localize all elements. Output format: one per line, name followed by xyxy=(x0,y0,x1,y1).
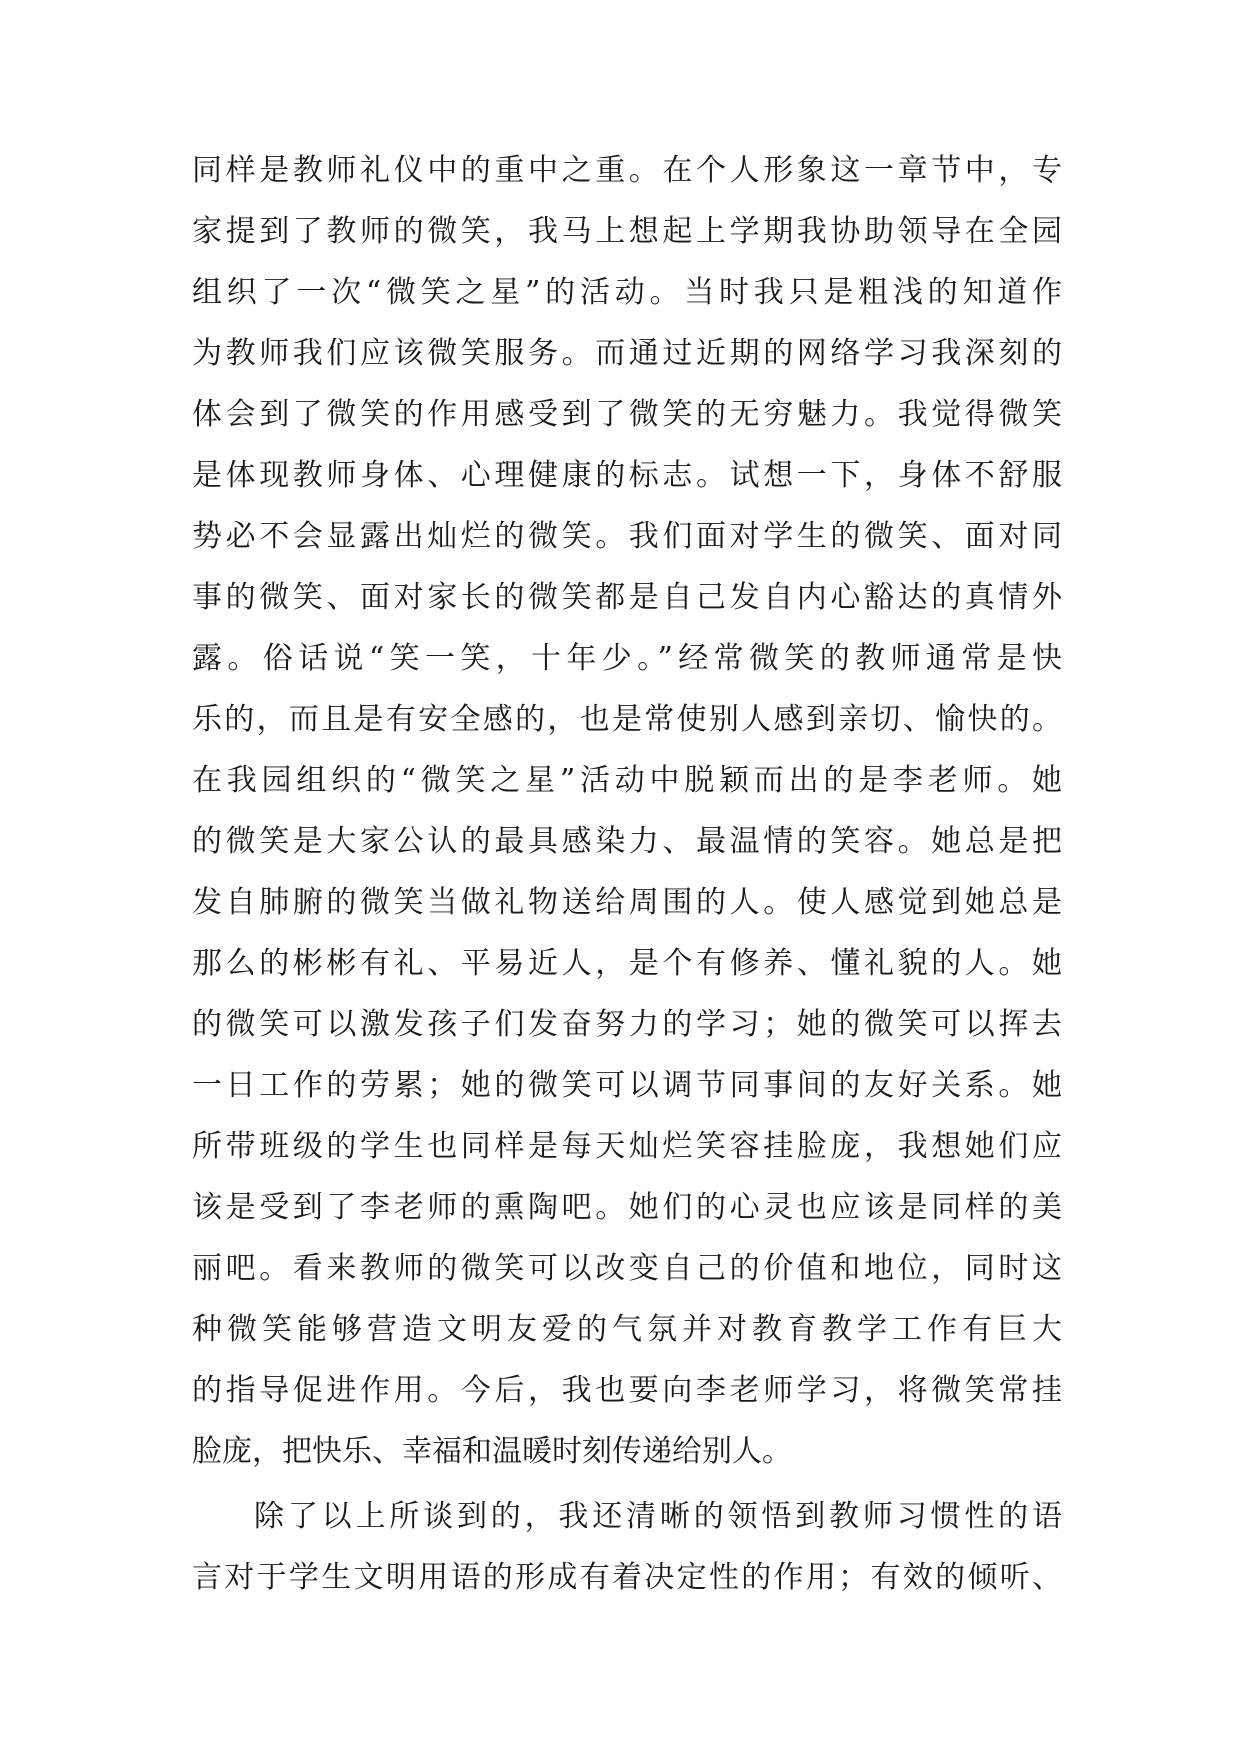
text-line: 势必不会显露出灿烂的微笑。我们面对学生的微笑、面对同 xyxy=(192,519,1062,554)
text-line: 脸庞，把快乐、幸福和温暖时刻传递给别人。 xyxy=(192,1434,792,1469)
text-line: 是体现教师身体、心理健康的标志。试想一下，身体不舒服 xyxy=(192,458,1062,493)
text-line: 露。俗话说“笑一笑，十年少。”经常微笑的教师通常是快 xyxy=(192,641,1062,676)
text-line: 的指导促进作用。今后，我也要向李老师学习，将微笑常挂 xyxy=(192,1373,1062,1408)
text-line: 该是受到了李老师的熏陶吧。她们的心灵也应该是同样的美 xyxy=(192,1190,1062,1225)
text-line: 乐的，而且是有安全感的，也是常使别人感到亲切、愉快的。 xyxy=(192,702,1062,737)
paragraph-2 xyxy=(192,1486,1062,1608)
document-body xyxy=(192,140,1062,1608)
text-line: 为教师我们应该微笑服务。而通过近期的网络学习我深刻的 xyxy=(192,336,1062,371)
text-line: 除了以上所谈到的，我还清晰的领悟到教师习惯性的语 xyxy=(254,1499,1062,1534)
text-line: 事的微笑、面对家长的微笑都是自己发自内心豁达的真情外 xyxy=(192,580,1062,615)
text-line: 的微笑是大家公认的最具感染力、最温情的笑容。她总是把 xyxy=(192,824,1062,859)
text-line: 所带班级的学生也同样是每天灿烂笑容挂脸庞，我想她们应 xyxy=(192,1129,1062,1164)
text-line: 在我园组织的“微笑之星”活动中脱颖而出的是李老师。她 xyxy=(192,763,1062,798)
text-line: 家提到了教师的微笑，我马上想起上学期我协助领导在全园 xyxy=(192,214,1062,249)
text-line: 种微笑能够营造文明友爱的气氛并对教育教学工作有巨大 xyxy=(192,1312,1062,1347)
text-line: 一日工作的劳累；她的微笑可以调节同事间的友好关系。她 xyxy=(192,1068,1062,1103)
text-line: 言对于学生文明用语的形成有着决定性的作用；有效的倾听、 xyxy=(192,1560,1062,1595)
text-line: 发自肺腑的微笑当做礼物送给周围的人。使人感觉到她总是 xyxy=(192,885,1062,920)
paragraph-1 xyxy=(192,140,1062,1482)
text-line: 的微笑可以激发孩子们发奋努力的学习；她的微笑可以挥去 xyxy=(192,1007,1062,1042)
text-line: 那么的彬彬有礼、平易近人，是个有修养、懂礼貌的人。她 xyxy=(192,946,1062,981)
text-line: 体会到了微笑的作用感受到了微笑的无穷魅力。我觉得微笑 xyxy=(192,397,1062,432)
text-line: 同样是教师礼仪中的重中之重。在个人形象这一章节中，专 xyxy=(192,153,1062,188)
text-line: 组织了一次“微笑之星”的活动。当时我只是粗浅的知道作 xyxy=(192,275,1062,310)
text-line: 丽吧。看来教师的微笑可以改变自己的价值和地位，同时这 xyxy=(192,1251,1062,1286)
